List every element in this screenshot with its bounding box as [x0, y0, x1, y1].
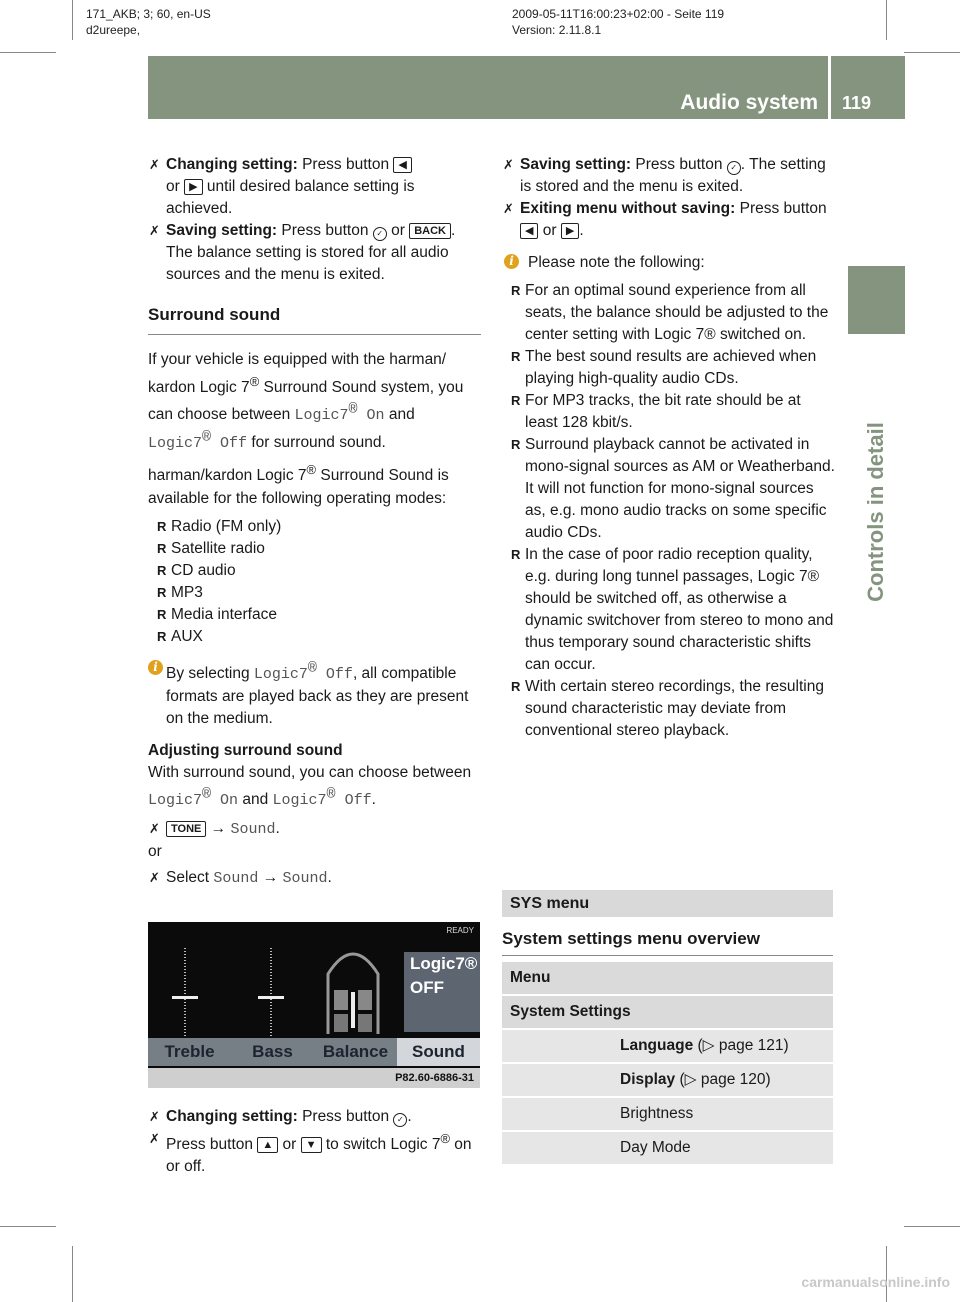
step-saving-setting [502, 154, 835, 198]
left-arrow-button-icon: ◀ [520, 223, 538, 239]
row-label: Display [620, 1071, 676, 1088]
step-text: Press button [302, 1108, 390, 1125]
step-saving-balance [148, 220, 481, 286]
bullet-icon: R [511, 547, 521, 562]
list-item [511, 434, 835, 544]
crop-mark [72, 1246, 73, 1302]
tab-treble[interactable]: Treble [164, 1042, 215, 1061]
list-item [157, 516, 481, 538]
punct: . [579, 222, 584, 239]
reg-mark: ® [307, 659, 317, 677]
step-text: The setting is stored and the menu is exited. [520, 156, 826, 195]
list-item-text: CD audio [171, 561, 236, 579]
bullet-icon: R [157, 518, 167, 534]
display-code: Sound [213, 869, 259, 887]
step-arrow-icon: ✗ [149, 820, 160, 836]
down-arrow-button-icon: ▼ [301, 1137, 322, 1153]
paragraph-surround-intro [148, 349, 481, 455]
page-reference[interactable]: (▷ page 120) [675, 1071, 771, 1088]
table-row-language [502, 1030, 833, 1062]
crop-mark [886, 0, 887, 40]
list-item-text: For MP3 tracks, the bit rate should be at least 128 kbit/s. [525, 392, 801, 431]
step-label: Changing setting: [166, 156, 298, 173]
bullet-icon: R [511, 393, 521, 408]
step-text: The balance setting is stored for all audio sources and the menu is exited. [166, 244, 449, 283]
display-code: Logic7 [148, 791, 203, 809]
list-item [157, 626, 481, 648]
list-item [157, 538, 481, 560]
text: Select [166, 868, 214, 886]
step-label: Exiting menu without saving: [520, 200, 736, 217]
text: Surround Sound is available for the following operating modes: [148, 467, 449, 507]
bullet-icon: R [157, 606, 167, 622]
print-meta-right [512, 6, 724, 38]
text: and [384, 406, 415, 424]
step-text: Press button [281, 222, 369, 239]
system-settings-overview-heading: System settings menu overview [502, 929, 833, 956]
list-item-text: AUX [171, 627, 203, 645]
header-separator [828, 56, 831, 119]
table-row-system-settings: System Settings [502, 996, 833, 1028]
step-arrow-icon: ✗ [149, 223, 160, 238]
reg-mark: ® [306, 462, 317, 478]
step-text: until desired balance setting is achieved. [166, 178, 415, 217]
display-code: Logic7 [294, 407, 349, 425]
text: Please note the following: [528, 254, 705, 271]
text: for surround sound. [247, 434, 386, 452]
text: . [371, 790, 376, 808]
bullet-icon: R [511, 349, 521, 364]
figure-part-number: P82.60-6886-31 [148, 1068, 480, 1088]
list-item [511, 280, 835, 346]
step-exit-without-saving [502, 198, 835, 242]
display-code: Logic7 [253, 665, 308, 683]
display-code: Logic7 [272, 791, 327, 809]
logic7-option [404, 952, 480, 1032]
text: and [238, 790, 273, 808]
list-item-text: For an optimal sound experience from all seats, the balance should be adjusted to the center setting with Logic 7® switched on. [525, 282, 829, 343]
step-changing-setting [148, 1106, 481, 1128]
paragraph-adjusting [148, 762, 481, 812]
step-text: Press button [739, 200, 827, 217]
text: harman/kardon Logic 7 [148, 467, 307, 485]
table-row-display [502, 1064, 833, 1096]
left-column [148, 154, 481, 890]
sound-tabs [148, 1038, 480, 1066]
step-arrow-icon: ✗ [503, 157, 514, 172]
list-item-text: Satellite radio [171, 539, 265, 557]
info-note-intro [502, 252, 835, 274]
left-column-bottom [148, 1106, 481, 1178]
step-text: or [391, 222, 405, 239]
list-item [157, 582, 481, 604]
step-label: Changing setting: [166, 1108, 298, 1125]
print-meta-left-line1: 171_AKB; 3; 60, en-US [86, 7, 211, 21]
step-arrow-icon: ✗ [149, 1131, 160, 1146]
tab-sound[interactable]: Sound [397, 1038, 480, 1066]
status-indicator: READY [446, 926, 474, 935]
step-changing-balance [148, 154, 481, 220]
watermark: carmanualsonline.info [801, 1274, 950, 1290]
crop-mark [904, 1226, 960, 1227]
crop-mark [904, 52, 960, 53]
list-item-text: The best sound results are achieved when playing high-quality audio CDs. [525, 348, 817, 387]
step-text: or [542, 222, 557, 239]
right-arrow-button-icon: ▶ [184, 179, 202, 195]
step-arrow-icon: ✗ [149, 869, 160, 885]
arrow-icon: → [262, 868, 279, 886]
car-seating-icon [308, 934, 398, 1038]
punct: . [327, 868, 332, 886]
tab-bass[interactable]: Bass [252, 1042, 293, 1061]
bullet-icon: R [157, 584, 167, 600]
arrow-icon: → [210, 819, 227, 837]
table-row-day-mode: Day Mode [502, 1132, 833, 1164]
step-text: or [166, 178, 180, 195]
right-arrow-button-icon: ▶ [561, 223, 579, 239]
punct: . [740, 156, 746, 173]
list-item-text: MP3 [171, 583, 203, 601]
step-text: Press button [302, 156, 390, 173]
list-item-text: Surround playback cannot be activated in mono-signal sources as AM or Weatherband. It will not function for mono-signal sources as, e.g. mono audio tracks on some specific audio CDs. [525, 436, 835, 541]
table-row-brightness: Brightness [502, 1098, 833, 1130]
tab-balance[interactable]: Balance [322, 1042, 389, 1061]
display-code: On [211, 791, 239, 809]
option-line: Logic7® [410, 954, 478, 973]
step-text: Press button [635, 156, 723, 173]
list-item [511, 544, 835, 676]
text: Surround Sound system, you can choose between [148, 379, 464, 424]
step-select-sound [148, 867, 481, 890]
crop-mark [0, 52, 56, 53]
reg-mark: ® [326, 785, 336, 803]
list-item [511, 390, 835, 434]
list-item [157, 560, 481, 582]
text: With surround sound, you can choose between [148, 763, 472, 781]
info-icon: i [504, 254, 519, 269]
step-arrow-icon: ✗ [149, 157, 160, 172]
reg-mark: ® [440, 1131, 450, 1146]
step-label: Saving setting: [520, 156, 632, 173]
list-item [511, 346, 835, 390]
page-number: 119 [842, 93, 872, 113]
table-row-menu: Menu [502, 962, 833, 994]
display-code: Sound [230, 820, 276, 838]
right-column [502, 154, 835, 742]
step-text: on or off. [166, 1136, 472, 1176]
text: , all compatible formats are played back as they are present on the medium. [166, 664, 469, 727]
tone-button-icon: TONE [166, 821, 206, 837]
list-item [511, 676, 835, 742]
step-arrow-icon: ✗ [149, 1109, 160, 1124]
crop-mark [0, 1226, 56, 1227]
back-button-icon: BACK [409, 223, 451, 239]
print-meta-right-line1: 2009-05-11T16:00:23+02:00 - Seite 119 [512, 7, 725, 21]
menu-overview-table [502, 962, 833, 1166]
up-arrow-button-icon: ▲ [257, 1137, 278, 1153]
list-item [157, 604, 481, 626]
side-chapter-label: Controls in detail [863, 422, 888, 602]
bullet-icon: R [157, 628, 167, 644]
punct: . [450, 222, 456, 239]
print-meta-left [86, 6, 211, 38]
treble-slider-handle [172, 996, 198, 999]
step-text: Press button [166, 1136, 254, 1154]
info-note [148, 658, 481, 730]
crop-mark [72, 0, 73, 40]
text: By selecting [166, 664, 254, 682]
side-tab-marker [848, 266, 905, 334]
list-item-text: In the case of poor radio reception quality, e.g. during long tunnel passages, Logic 7® should be switched off, as otherwise a dynamic switchover from stereo to mono and thus temporary sound characteristic shifts can occur. [525, 546, 834, 673]
row-label: Language [620, 1037, 694, 1054]
print-meta-right-line2: Version: 2.11.8.1 [512, 23, 602, 37]
bass-slider-handle [258, 996, 284, 999]
page-reference[interactable]: (▷ page 121) [693, 1037, 789, 1054]
reg-mark: ® [348, 401, 358, 419]
step-text: or [282, 1136, 297, 1154]
display-code: Off [211, 435, 248, 453]
reg-mark: ® [202, 429, 212, 447]
display-code: Logic7 [148, 435, 203, 453]
punct: . [407, 1108, 412, 1125]
punct: . [275, 819, 280, 837]
display-code: On [357, 407, 385, 425]
or-text: or [148, 842, 162, 860]
bullet-icon: R [511, 679, 521, 694]
sys-menu-heading: SYS menu [502, 890, 833, 917]
reg-mark: ® [249, 374, 260, 389]
step-label: Saving setting: [166, 222, 278, 239]
sound-display-screenshot [148, 922, 480, 1088]
section-heading-surround-sound: Surround sound [148, 304, 481, 335]
display-code: Off [316, 665, 353, 683]
print-meta-left-line2: d2ureepe, [86, 23, 141, 37]
info-icon: i [148, 660, 163, 675]
ok-knob-icon: ✓ [727, 161, 741, 175]
display-code: Off [335, 791, 372, 809]
ok-knob-icon: ✓ [393, 1113, 407, 1127]
bullet-icon: R [157, 540, 167, 556]
paragraph-modes-intro [148, 459, 481, 509]
list-item-text: With certain stereo recordings, the resulting sound characteristic may deviate from conventional stereo playback. [525, 678, 824, 739]
bullet-icon: R [157, 562, 167, 578]
text: If your vehicle is equipped with the harman/ kardon Logic 7 [148, 351, 447, 397]
ok-knob-icon: ✓ [373, 227, 387, 241]
step-tone [148, 818, 481, 841]
left-arrow-button-icon: ◀ [393, 157, 411, 173]
reg-mark: ® [202, 785, 212, 803]
step-text: to switch Logic 7 [325, 1136, 441, 1154]
list-item-text: Radio (FM only) [171, 517, 282, 535]
step-switch-logic7 [148, 1128, 481, 1178]
list-item-text: Media interface [171, 605, 277, 623]
page-title: Audio system [680, 91, 818, 114]
step-arrow-icon: ✗ [503, 201, 514, 216]
display-code: Sound [282, 869, 328, 887]
bullet-icon: R [511, 283, 521, 298]
bullet-icon: R [511, 437, 521, 452]
option-value: OFF [410, 978, 444, 997]
subheading-adjusting-surround: Adjusting surround sound [148, 741, 343, 759]
